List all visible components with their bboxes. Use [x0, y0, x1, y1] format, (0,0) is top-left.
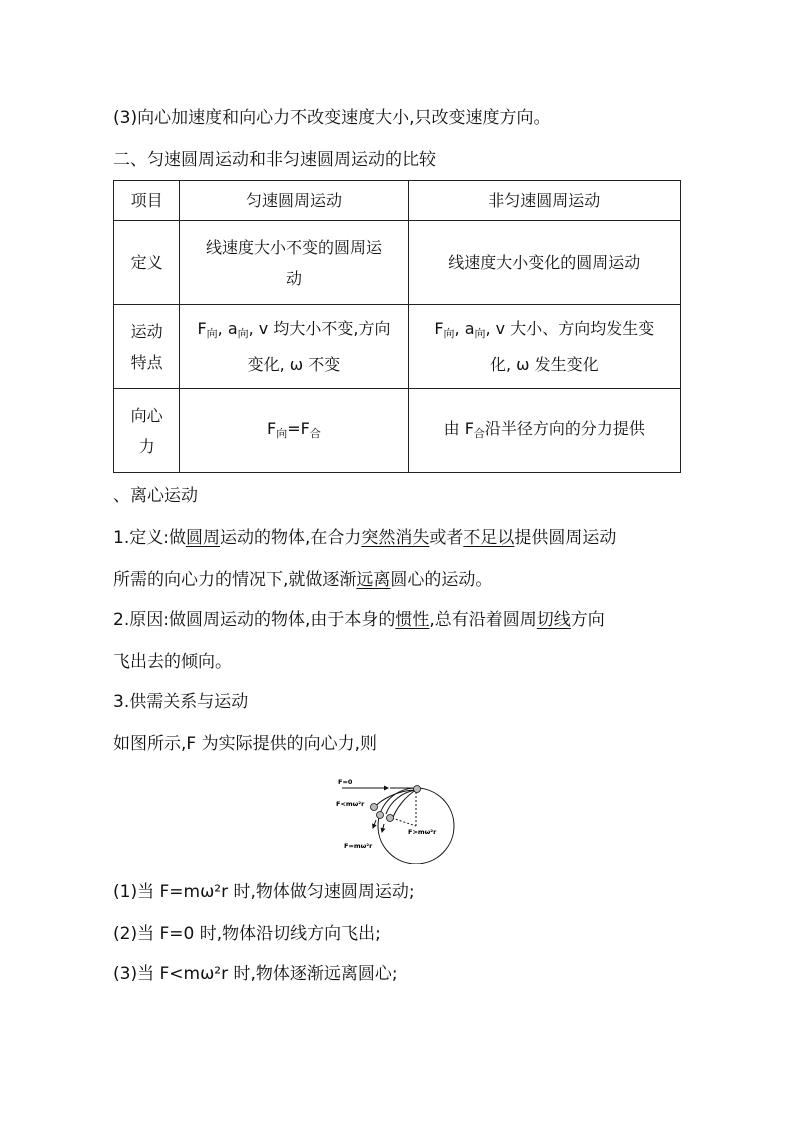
- table-header-cell: 项目: [114, 181, 180, 221]
- text: =F: [287, 418, 310, 438]
- table-header-cell: 匀速圆周运动: [180, 181, 408, 221]
- cell-line: 变化, ω 不变: [247, 355, 341, 374]
- text: 或者: [429, 528, 464, 548]
- subscript: 向: [443, 327, 455, 340]
- underlined-term: 惯性: [395, 610, 430, 630]
- text: F: [197, 319, 207, 338]
- text-line: [113, 568, 492, 592]
- text: 提供圆周运动: [514, 528, 617, 548]
- text-line: 飞出去的倾向。: [113, 652, 232, 672]
- text: , a: [454, 319, 475, 338]
- label-f-equal: F=mω²r: [344, 842, 373, 850]
- centrifugal-diagram: [336, 768, 464, 864]
- text: 运动的物体,在合力: [219, 528, 362, 548]
- underlined-term: 突然消失: [361, 528, 430, 548]
- subscript: 合: [473, 426, 485, 440]
- subscript: 向: [474, 327, 486, 340]
- text-line: (1)当 F=mω²r 时,物体做匀速圆周运动;: [113, 882, 415, 902]
- text-line: (3)当 F<mω²r 时,物体逐渐远离圆心;: [113, 964, 398, 984]
- comparison-table: [113, 180, 681, 473]
- text-line: [113, 526, 616, 550]
- cell-line: [413, 313, 676, 349]
- text-line: (2)当 F=0 时,物体沿切线方向飞出;: [113, 924, 381, 944]
- subscript: 向: [237, 327, 249, 340]
- text-line: [113, 608, 605, 632]
- table-cell: [114, 305, 180, 389]
- table-row: [114, 389, 681, 473]
- text: 圆心的运动。: [390, 570, 493, 590]
- text: 2.原因:做圆周运动的物体,由于本身的: [113, 610, 396, 630]
- text: 所需的向心力的情况下,就做逐渐: [113, 570, 357, 590]
- cell-line: 特点: [130, 352, 163, 372]
- text: F: [267, 418, 277, 438]
- text: 方向: [570, 610, 605, 630]
- text: 1.定义:做: [113, 528, 186, 548]
- table-cell: [408, 389, 680, 473]
- velocity-arrow: [373, 820, 376, 828]
- cell-line: 运动: [130, 321, 163, 341]
- text-line-1: (3)向心加速度和向心力不改变速度大小,只改变速度方向。: [113, 108, 551, 128]
- subscript: 合: [309, 426, 321, 440]
- label-f0: F=0: [338, 778, 353, 786]
- cell-line: [184, 313, 403, 349]
- text: 由 F: [443, 418, 474, 438]
- table-cell: 定义: [114, 221, 180, 305]
- table-row: [114, 181, 681, 221]
- object-marker: [377, 812, 384, 819]
- table-cell: [114, 389, 180, 473]
- table-cell: [180, 221, 408, 305]
- text-line: 如图所示,F 为实际提供的向心力,则: [113, 734, 377, 754]
- table-cell: [180, 389, 408, 473]
- table-cell: [180, 305, 408, 389]
- underlined-term: 圆周: [185, 528, 220, 548]
- subscript: 向: [206, 327, 218, 340]
- text: ,总有沿着圆周: [429, 610, 537, 630]
- label-f-less: F<mω²r: [336, 800, 365, 808]
- cell-line: 动: [285, 268, 302, 288]
- text: , v 大小、方向均发生变: [485, 319, 655, 338]
- label-f-greater: F>mω²r: [408, 828, 437, 836]
- object-marker: [414, 786, 421, 793]
- table-cell: [408, 305, 680, 389]
- table-row: [114, 305, 681, 389]
- radius-line: [392, 818, 416, 826]
- cell-line: 化, ω 发生变化: [489, 355, 599, 374]
- text: , v 均大小不变,方向: [248, 319, 391, 338]
- underlined-term: 不足以: [463, 528, 515, 548]
- velocity-arrow: [382, 824, 384, 832]
- underlined-term: 远离: [356, 570, 391, 590]
- text: , a: [217, 319, 238, 338]
- object-marker: [387, 815, 394, 822]
- cell-line: 线速度大小不变的圆周运: [205, 237, 382, 257]
- cell-line: 力: [138, 436, 155, 456]
- text: F: [434, 319, 444, 338]
- table-header-cell: 非匀速圆周运动: [408, 181, 680, 221]
- object-marker: [371, 804, 378, 811]
- underlined-term: 切线: [536, 610, 571, 630]
- subscript: 向: [276, 426, 288, 440]
- text: 沿半径方向的分力提供: [484, 418, 645, 438]
- section-heading: 、离心运动: [113, 486, 198, 506]
- text-line: 3.供需关系与运动: [113, 692, 249, 712]
- section-heading: 二、匀速圆周运动和非匀速圆周运动的比较: [113, 150, 436, 170]
- table-row: [114, 221, 681, 305]
- table-cell: 线速度大小变化的圆周运动: [408, 221, 680, 305]
- spiral-path: [374, 790, 416, 808]
- cell-line: 向心: [130, 405, 163, 425]
